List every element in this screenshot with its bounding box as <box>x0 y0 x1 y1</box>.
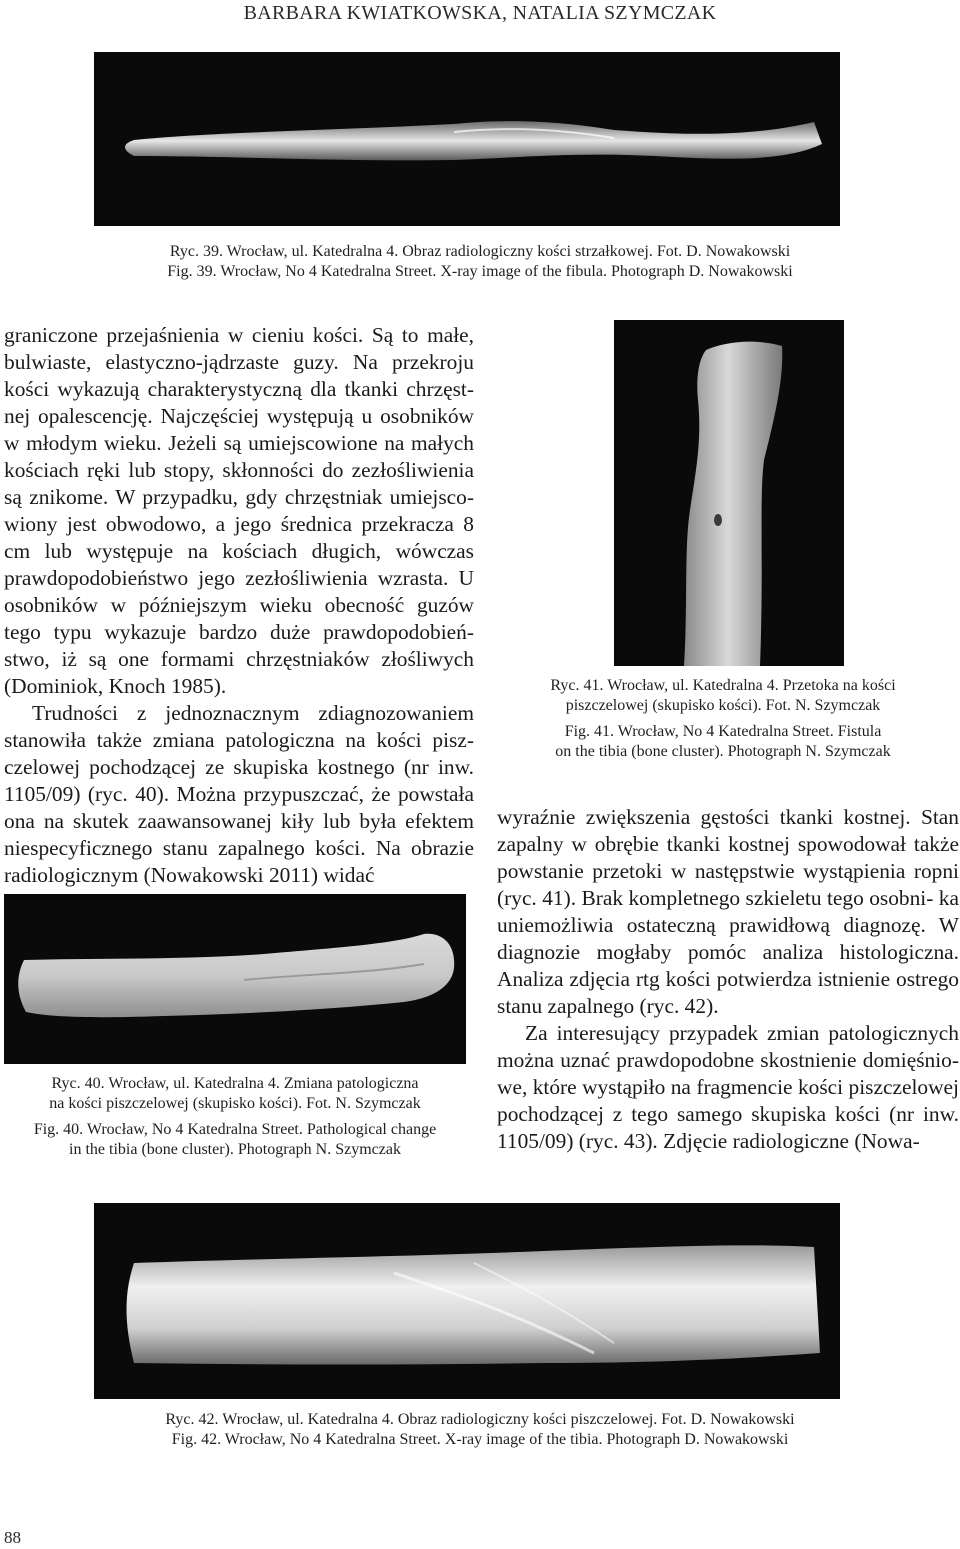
fig41-caption-en-line2: on the tibia (bone cluster). Photograph N. Szymczak <box>555 743 891 760</box>
right-paragraph-2 <box>497 1020 959 1155</box>
fig41-caption-en-line1: Fig. 41. Wrocław, No 4 Katedralna Street. Fistula <box>564 723 882 740</box>
text-line: można uznać prawdopodobne skostnienie domięśnio- <box>497 1048 959 1072</box>
text-line: Analiza zdjęcia rtg kości potwierdza istnienie ostrego <box>497 967 959 991</box>
text-line: kości wykazują charakterystyczną dla tkanki chrzęst- <box>4 377 474 401</box>
text-line: inw. 1105/09) (ryc. 40). Można przypuszczać, że <box>4 755 474 806</box>
fig42-caption <box>0 1410 960 1450</box>
left-paragraph-2 <box>4 700 474 889</box>
text-line: graniczone przejaśnienia w cieniu kości. Są to małe, <box>4 323 474 347</box>
text-line: czelowej pochodzącej ze skupiska kostnego (nr <box>4 755 429 779</box>
fig39-caption-pl: Ryc. 39. Wrocław, ul. Katedralna 4. Obraz radiologiczny kości strzałkowej. Fot. D. Nowakowski <box>169 243 791 260</box>
fig39-caption <box>0 242 960 282</box>
fig39-xray-image <box>94 52 840 226</box>
text-line: 8 cm lub występuje na kościach długich, wówczas <box>4 512 474 563</box>
fig40-bone-photo <box>4 894 466 1064</box>
text-line: pochodzącej z tego samego skupiska kości (nr inw. <box>497 1102 959 1126</box>
fig41-bone-photo <box>614 320 844 666</box>
fig41-caption-pl-line1: Ryc. 41. Wrocław, ul. Katedralna 4. Przetoka na kości <box>550 677 896 694</box>
text-line: prawdopodobieństwo jego zezłośliwienia wzrasta. <box>4 566 449 590</box>
text-line: U osobników w późniejszym wieku obecność guzów <box>4 566 474 617</box>
fig40-caption-pl-line2: na kości piszczelowej (skupisko kości). Fot. N. Szymczak <box>49 1095 421 1112</box>
text-line: stanu zapalnego (ryc. 42). <box>497 994 719 1018</box>
text-line: kościach ręki lub stopy, skłonności do zezłośliwienia <box>4 458 474 482</box>
text-line: tego typu wykazuje bardzo duże prawdopodobień- <box>4 620 474 644</box>
text-line: W diagnozie mogłaby pomóc analiza histologiczna. <box>497 913 959 964</box>
fig40-caption <box>0 1074 470 1160</box>
fig42-xray-image <box>94 1203 840 1399</box>
text-line: są znikome. W przypadku, gdy chrzęstniak umiejsco- <box>4 485 474 509</box>
text-line: Trudności z jednoznacznym zdiagnozowaniem <box>32 701 474 725</box>
page-number: 88 <box>4 1528 21 1547</box>
text-line: Za interesujący przypadek zmian patologicznych <box>525 1021 959 1045</box>
text-line: (ryc. 41). Brak kompletnego szkieletu tego osobni- <box>497 886 934 910</box>
text-line: zapalny w obrębie tkanki kostnej spowodował także <box>497 832 959 856</box>
running-head: BARBARA KWIATKOWSKA, NATALIA SZYMCZAK <box>243 2 717 24</box>
text-line: powstanie przetoki w następstwie wystąpienia ropni <box>497 859 959 883</box>
fig41-caption <box>486 676 960 762</box>
fig40-caption-en-line2: in the tibia (bone cluster). Photograph N. Szymczak <box>69 1141 401 1158</box>
text-line: stanowiła także zmiana patologiczna na kości pisz- <box>4 728 474 752</box>
text-line: ka uniemożliwia ostateczną prawidłową diagnozę. <box>497 886 959 937</box>
text-line: w młodym wieku. Jeżeli są umiejscowione na małych <box>4 431 474 455</box>
fig42-caption-en: Fig. 42. Wrocław, No 4 Katedralna Street. X-ray image of the tibia. Photograph D. Nowakowski <box>171 1431 789 1448</box>
text-line: obrazie radiologicznym (Nowakowski 2011) widać <box>4 836 474 887</box>
fig42-caption-pl: Ryc. 42. Wrocław, ul. Katedralna 4. Obraz radiologiczny kości piszczelowej. Fot. D. Nowakowski <box>165 1411 795 1428</box>
text-line: (Dominiok, Knoch 1985). <box>4 674 227 698</box>
text-line: nej opalescencję. Najczęściej występują u osobników <box>4 404 474 428</box>
left-column-text <box>4 322 474 889</box>
fig41-caption-pl-line2: piszczelowej (skupisko kości). Fot. N. Szymczak <box>565 697 881 714</box>
right-column-text <box>497 804 959 1155</box>
fig39-caption-en: Fig. 39. Wrocław, No 4 Katedralna Street. X-ray image of the fibula. Photograph D. Nowakowski <box>167 263 793 280</box>
left-paragraph-1 <box>4 322 474 700</box>
text-line: we, które wystąpiło na fragmencie kości piszczelowej <box>497 1075 959 1099</box>
text-line: wiony jest obwodowo, a jego średnica przekracza <box>4 512 454 536</box>
text-line: bulwiaste, elastyczno-jądrzaste guzy. Na przekroju <box>4 350 474 374</box>
right-paragraph-1 <box>497 804 959 1020</box>
fig40-caption-pl-line1: Ryc. 40. Wrocław, ul. Katedralna 4. Zmiana patologiczna <box>51 1075 419 1092</box>
text-line: efektem niespecyficznego stanu zapalnego kości. Na <box>4 809 474 860</box>
text-line: wyraźnie zwiększenia gęstości tkanki kostnej. Stan <box>497 805 959 829</box>
text-line: 1105/09) (ryc. 43). Zdjęcie radiologiczne (Nowa- <box>497 1129 920 1153</box>
text-line: powstała ona na skutek zaawansowanej kiły lub była <box>4 782 474 833</box>
fig40-caption-en-line1: Fig. 40. Wrocław, No 4 Katedralna Street. Pathological change <box>33 1121 437 1138</box>
text-line: stwo, iż są one formami chrzęstniaków złośliwych <box>4 647 474 671</box>
